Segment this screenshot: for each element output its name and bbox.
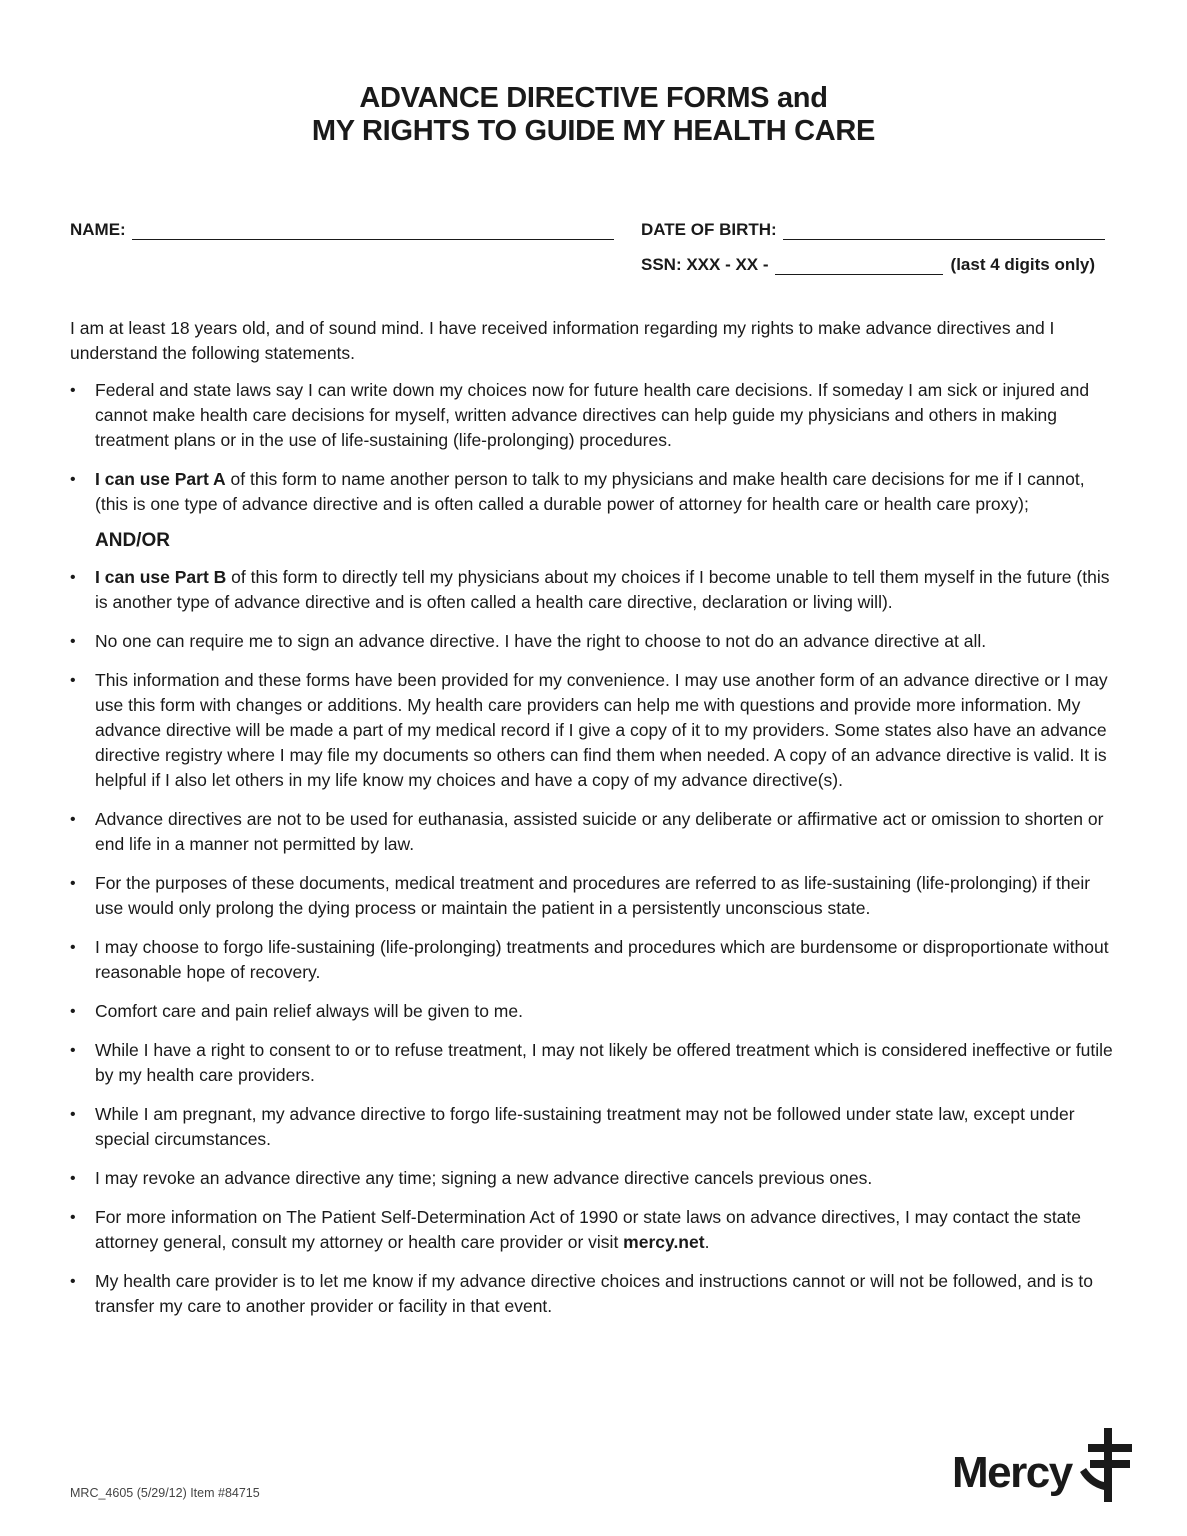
dob-field — [641, 220, 1105, 240]
bullet-icon: • — [70, 1042, 76, 1059]
bullet-icon: • — [70, 1170, 76, 1187]
list-item — [70, 668, 1120, 793]
list-item — [70, 467, 1120, 517]
item-text: While I am pregnant, my advance directive to forgo life-sustaining treatment may not be followed under state law, except under special circumstances. — [95, 1104, 1075, 1149]
mercy-net-link[interactable]: mercy.net — [623, 1232, 705, 1252]
list-item — [70, 1205, 1120, 1255]
list-item — [70, 871, 1120, 921]
list-item — [70, 629, 1120, 654]
bullet-icon: • — [70, 633, 76, 650]
name-field — [70, 220, 614, 240]
bullet-icon: • — [70, 382, 76, 399]
list-item — [70, 378, 1120, 453]
bullet-icon: • — [70, 875, 76, 892]
list-item — [70, 1269, 1120, 1319]
form-code: MRC_4605 (5/29/12) Item #84715 — [70, 1486, 260, 1500]
list-item — [70, 1166, 1120, 1191]
intro-paragraph: I am at least 18 years old, and of sound mind. I have received information regarding my rights to make advance directives and I understand the following statements. — [70, 318, 1055, 363]
bullet-icon: • — [70, 672, 76, 689]
cross-icon — [1080, 1428, 1138, 1502]
item-text: Federal and state laws say I can write down my choices now for future health care decisions. If someday I am sick or injured and cannot make health care decisions for myself, written advance directives can help guide my physicians and others in making treatment plans or in the use of life-sustaining (life-prolonging) procedures. — [95, 380, 1090, 450]
ssn-note: (last 4 digits only) — [950, 255, 1096, 274]
list-item — [70, 935, 1120, 985]
dob-line[interactable] — [783, 223, 1105, 240]
logo-wordmark: Mercy — [952, 1448, 1072, 1497]
statements-list — [70, 378, 1120, 1333]
item-text: My health care provider is to let me know if my advance directive choices and instructions cannot or will not be followed, and is to transfer my care to another provider or facility in that event. — [95, 1271, 1093, 1316]
and-or-separator: AND/OR — [95, 530, 170, 551]
bullet-icon: • — [70, 811, 76, 828]
list-item — [70, 565, 1120, 615]
item-bold-text: I can use Part B — [95, 567, 227, 587]
item-bold-text: I can use Part A — [95, 469, 226, 489]
name-label: NAME: — [70, 220, 126, 239]
bullet-icon: • — [70, 471, 76, 488]
item-text: Advance directives are not to be used for euthanasia, assisted suicide or any deliberate or affirmative act or omission to shorten or end life in a manner not permitted by law. — [95, 809, 1104, 854]
title-line-2: MY RIGHTS TO GUIDE MY HEALTH CARE — [311, 115, 876, 147]
dob-label: DATE OF BIRTH: — [641, 220, 777, 239]
list-item — [70, 1102, 1120, 1152]
item-text: of this form to directly tell my physicians about my choices if I become unable to tell them myself in the future (this is another type of advance directive and is often called a health care directive, declaration or living will). — [95, 567, 1110, 612]
mercy-logo — [952, 1426, 1142, 1504]
ssn-field — [641, 255, 1095, 275]
name-line[interactable] — [132, 223, 614, 240]
item-text-end: . — [704, 1232, 710, 1252]
list-item — [70, 999, 1120, 1024]
item-text: While I have a right to consent to or to refuse treatment, I may not likely be offered treatment which is considered ineffective or futile by my health care providers. — [95, 1040, 1113, 1085]
list-item — [70, 1038, 1120, 1088]
bullet-icon: • — [70, 1209, 76, 1226]
ssn-line[interactable] — [775, 258, 943, 275]
bullet-icon: • — [70, 1003, 76, 1020]
item-text: This information and these forms have been provided for my convenience. I may use another form of an advance directive or I may use this form with changes or additions. My health care providers can help me with questions and provide more information. My advance directive will be made a part of my medical record if I give a copy of it to my providers. Some states also have an advance directive registry where I may file my documents so others can find them when needed. A copy of an advance directive is valid. It is helpful if I also let others in my life know my choices and have a copy of my advance directive(s). — [95, 670, 1108, 790]
item-text: I may revoke an advance directive any time; signing a new advance directive cancels previous ones. — [95, 1168, 873, 1188]
item-text: I may choose to forgo life-sustaining (life-prolonging) treatments and procedures which are burdensome or disproportionate without reasonable hope of recovery. — [95, 937, 1109, 982]
bullet-icon: • — [70, 569, 76, 586]
item-text: Comfort care and pain relief always will be given to me. — [95, 1001, 523, 1021]
item-text: For the purposes of these documents, medical treatment and procedures are referred to as life-sustaining (life-prolonging) if their use would only prolong the dying process or maintain the patient in a persistently unconscious state. — [95, 873, 1091, 918]
ssn-label: SSN: XXX - XX - — [641, 255, 769, 274]
item-text: of this form to name another person to talk to my physicians and make health care decisions for me if I cannot, (this is one type of advance directive and is often called a durable power of attorney for health care or health care proxy); — [95, 469, 1085, 514]
list-item — [70, 807, 1120, 857]
item-text: For more information on The Patient Self-Determination Act of 1990 or state laws on advance directives, I may contact the state attorney general, consult my attorney or health care provider or visit — [95, 1207, 1082, 1252]
title-line-1: ADVANCE DIRECTIVE FORMS and — [359, 82, 828, 114]
bullet-icon: • — [70, 1273, 76, 1290]
bullet-icon: • — [70, 939, 76, 956]
document-title — [0, 82, 1187, 148]
item-text: No one can require me to sign an advance directive. I have the right to choose to not do an advance directive at all. — [95, 631, 987, 651]
bullet-icon: • — [70, 1106, 76, 1123]
